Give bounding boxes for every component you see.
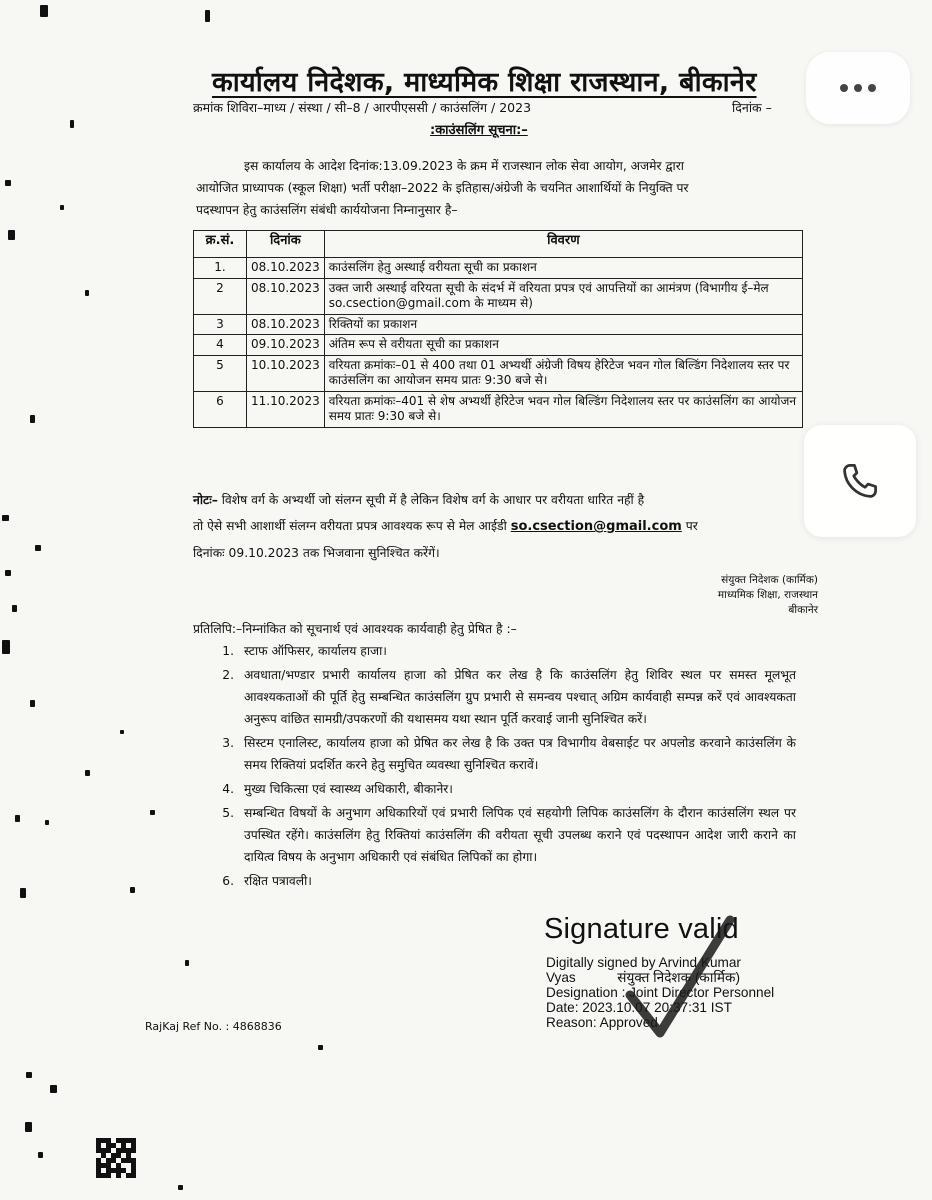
list-item-number: 5. [222,806,234,820]
scan-speck [38,1152,43,1158]
signature-line: Designation : Joint Director Personnel [546,985,775,1000]
column-header: दिनांक [247,231,325,258]
list-item-number: 3. [222,736,234,750]
scan-speck [40,5,48,17]
table-row [194,258,803,279]
table-row [194,335,803,356]
signatory-line: माध्यमिक शिक्षा, राजस्थान [717,589,818,601]
list-item-text: मुख्य चिकित्सा एवं स्वास्थ्य अधिकारी, बीकानेर। [244,782,453,796]
qr-code-icon [96,1138,136,1178]
row-number: 2 [194,278,247,314]
scan-speck [130,887,135,893]
table-row [194,278,803,314]
table-row [194,314,803,335]
scan-speck [5,180,11,186]
scan-speck [2,640,10,654]
list-item-text: स्टाफ ऑफिसर, कार्यालय हाजा। [244,644,387,658]
scan-speck [20,888,26,898]
row-date: 08.10.2023 [247,258,325,279]
list-item-text: रक्षित पत्रावली। [244,874,312,888]
intro-line: पदस्थापन हेतु काउंसलिंग संबंधी कार्ययोजना निम्नानुसार है– [196,203,458,217]
scan-speck [120,730,124,734]
more-horizontal-icon [854,84,862,92]
scan-speck [5,570,11,576]
signature-checkmark-icon [620,915,740,1045]
scan-speck [15,815,20,822]
list-item [196,732,796,776]
row-details: वरियता क्रमांकः–01 से 400 तथा 01 अभ्यर्थी अंग्रेजी विषय हेरिटेज भवन गोल बिल्डिंग निदेशालय स्तर पर काउंसलिंग का आयोजन समय प्रातः 9:30 बजे से। [324,355,802,391]
reference-number: क्रमांक शिविरा–माध्य / संस्था / सी–8 / आरपीएससी / काउंसलिंग / 2023 [193,100,532,115]
signature-line: Digitally signed by Arvind Kumar [546,955,741,970]
row-details: अंतिम रूप से वरीयता सूची का प्रकाशन [324,335,802,356]
note-text: दिनांकः 09.10.2023 तक भिजवाना सुनिश्चित करेंगें। [193,546,440,560]
row-date: 11.10.2023 [247,391,325,427]
notice-subject: :काउंसलिंग सूचना:– [430,123,528,138]
row-details: उक्त जारी अस्थाई वरियता सूची के संदर्भ में वरियता प्रपत्र एवं आपत्तियों का आमंत्रण (विभागीय ई–मेल so.csection@gmail.com के माध्यम से) [324,278,802,314]
row-details: वरियता क्रमांकः–401 से शेष अभ्यर्थी हेरिटेज भवन गोल बिल्डिंग निदेशालय स्तर पर काउंसलिंग का आयोजन समय प्रातः 9:30 बजे से। [324,391,802,427]
list-item-text: अवधाता/भण्डार प्रभारी कार्यालय हाजा को प्रेषित कर लेख है कि काउंसलिंग हेतु शिविर स्थल पर समस्त मूलभूत आवश्यकताओं की पूर्ति हेतु सम्बन्धित काउंसलिंग ग्रुप प्रभारी से समन्वय पश्चात् अग्रिम कार्यवाही सम्पन्न करें एवं आवश्यकता अनुरूप वांछित सामग्री/उपकरणों की यथासमय यथा स्थान पूर्ति करवाई जानी सुनिश्चित करें। [244,668,796,726]
scan-speck [25,1122,32,1132]
column-header: विवरण [324,231,802,258]
scan-speck [60,205,64,210]
note-text: पर [681,519,698,533]
signatory-line: बीकानेर [788,604,818,616]
scan-speck [318,1045,323,1050]
note-email: so.csection@gmail.com [510,519,682,534]
row-number: 3 [194,314,247,335]
call-button[interactable] [804,425,916,537]
table-row [194,355,803,391]
note-text: तो ऐसे सभी आशार्थी संलग्न वरीयता प्रपत्र आवश्यक रूप से मेल आईडी [193,519,511,533]
list-item [196,802,796,868]
row-details: काउंसलिंग हेतु अस्थाई वरीयता सूची का प्रकाशन [324,258,802,279]
row-date: 08.10.2023 [247,314,325,335]
signatory-line: संयुक्त निदेशक (कार्मिक) [721,574,818,586]
scan-speck [35,545,41,551]
intro-line: इस कार्यालय के आदेश दिनांक:13.09.2023 के क्रम में राजस्थान लोक सेवा आयोग, अजमेर द्वारा [244,159,684,173]
row-date: 10.10.2023 [247,355,325,391]
signature-line: Date: 2023.10.07 20:37:31 IST [546,1000,732,1015]
signatory-block [668,573,818,618]
counselling-schedule-table [193,230,803,428]
table-header-row [194,231,803,258]
row-number: 5 [194,355,247,391]
scan-speck [85,770,90,776]
scan-speck [26,1072,32,1078]
more-horizontal-icon [868,84,876,92]
more-horizontal-icon [840,84,848,92]
list-item-number: 2. [222,668,234,682]
row-details: रिक्तियों का प्रकाशन [324,314,802,335]
list-item [196,778,796,800]
table-row [194,391,803,427]
scan-speck [205,10,210,22]
scan-speck [30,700,35,707]
scan-speck [2,515,9,521]
note-paragraph [193,487,803,566]
note-label: नोटः– [193,493,218,507]
copy-to-list [196,640,796,894]
scan-speck [178,1185,183,1190]
row-date: 08.10.2023 [247,278,325,314]
list-item [196,640,796,662]
list-item-text: सिस्टम एनालिस्ट, कार्यालय हाजा को प्रेषित कर लेख है कि उक्त पत्र विभागीय वेबसाईट पर अपलोड करवाने काउंसलिंग के समय रिक्तियां प्रदर्शित करने हेतु समुचित व्यवस्था सुनिश्चित करावें। [244,736,796,772]
intro-line: आयोजित प्राध्यापक (स्कूल शिक्षा) भर्ती परीक्षा–2022 के इतिहास/अंग्रेजी के चयनित आशार्थियों के नियुक्ति पर [196,181,689,195]
scan-speck [50,1085,57,1093]
row-number: 4 [194,335,247,356]
column-header: क्र.सं. [194,231,247,258]
rajkaj-reference: RajKaj Ref No. : 4868836 [145,1020,282,1033]
scan-speck [30,415,35,423]
row-date: 09.10.2023 [247,335,325,356]
signature-line: Reason: Approved [546,1015,658,1030]
signature-line: Vyas संयुक्त निदेशक (कार्मिक) [546,970,740,985]
scan-speck [185,960,189,966]
copy-to-intro: प्रतिलिपि:–निम्नांकित को सूचनार्थ एवं आवश्यक कार्यवाही हेतु प्रेषित है :– [193,622,517,636]
list-item-text: सम्बन्धित विषयों के अनुभाग अधिकारियों एवं प्रभारी लिपिक एवं सहयोगी लिपिक काउंसलिंग के दौरान काउंसलिंग स्थल पर उपस्थित रहेंगे। काउंसलिंग हेतु रिक्तियां काउंसलिंग की वरीयता सूची उपलब्ध कराने एवं पदस्थापन आदेश जारी कराने का दायित्व विषय के अनुभाग अधिकारी एवं संबंधित लिपिकों का होगा। [244,806,796,864]
row-number: 1. [194,258,247,279]
office-title: कार्यालय निदेशक, माध्यमिक शिक्षा राजस्थान, बीकानेर [212,67,757,98]
list-item [196,664,796,730]
scan-speck [150,810,155,815]
signature-valid-label: Signature valid [544,913,739,945]
list-item-number: 6. [222,874,234,888]
intro-paragraph [196,155,792,221]
more-options-button[interactable] [806,52,910,124]
date-label: दिनांक – [732,100,772,115]
list-item-number: 1. [222,644,234,658]
list-item-number: 4. [222,782,234,796]
scan-speck [45,820,49,825]
scan-speck [12,605,17,612]
scan-speck [8,230,15,240]
row-number: 6 [194,391,247,427]
note-text: विशेष वर्ग के अभ्यर्थी जो संलग्न सूची में है लेकिन विशेष वर्ग के आधार पर वरीयता धारित नहीं है [217,493,645,507]
scan-speck [85,290,89,296]
phone-icon [838,459,882,503]
list-item [196,870,796,892]
scan-speck [70,120,74,128]
